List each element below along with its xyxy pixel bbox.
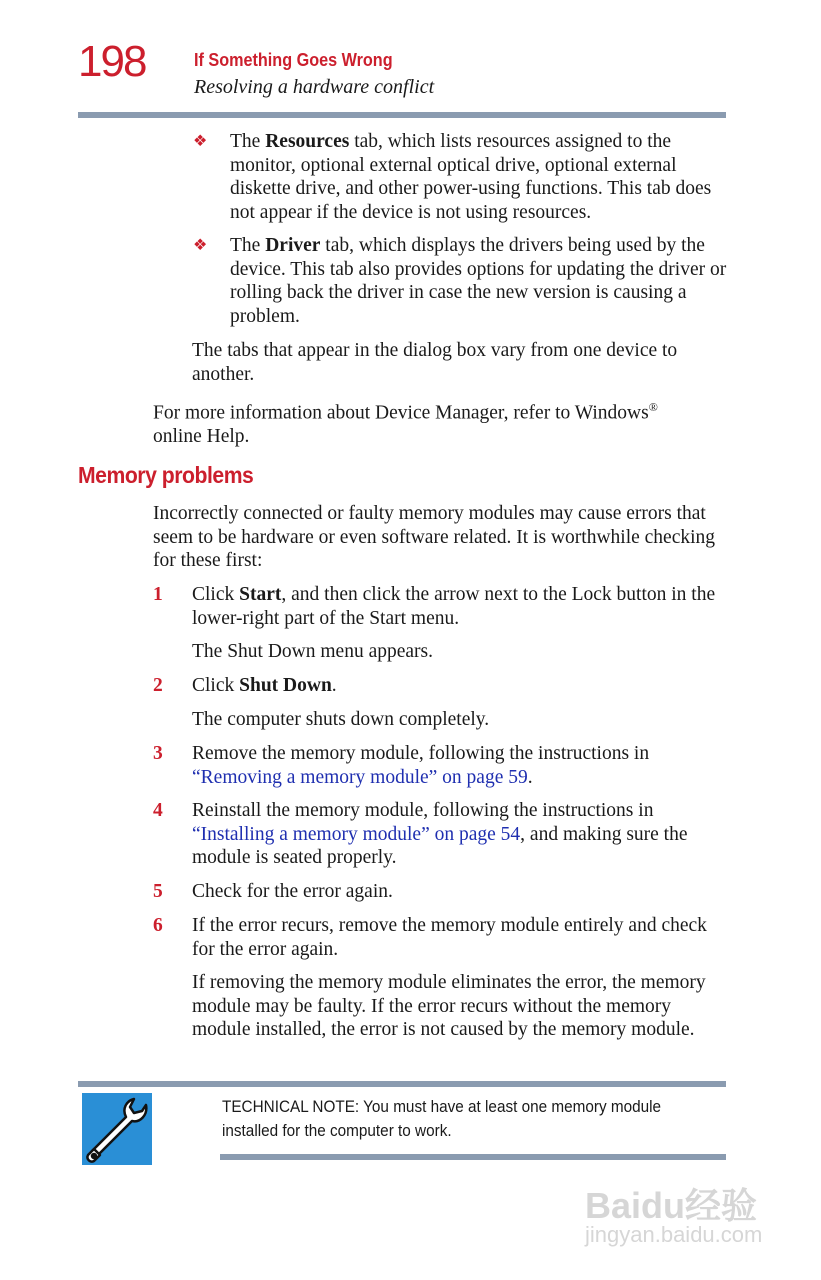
- registered-mark: ®: [648, 400, 658, 414]
- more-info-paragraph: [153, 396, 733, 449]
- step-3: [192, 742, 732, 789]
- memory-intro: Incorrectly connected or faulty memory modules may cause errors that seem to be hardware or even software related. It is worthwhile checking for these first:: [153, 503, 716, 571]
- bullet-driver: [230, 234, 730, 328]
- shut-down-label: Shut Down: [239, 675, 332, 696]
- bullet-bold: Resources: [265, 131, 350, 152]
- watermark-logo: Baidu经验: [585, 1185, 758, 1226]
- wrench-icon: [82, 1093, 152, 1165]
- section-title: Resolving a hardware conflict: [194, 76, 435, 98]
- step-number: 5: [153, 881, 163, 902]
- chapter-title: If Something Goes Wrong: [194, 50, 393, 70]
- bullet-bold: Driver: [265, 235, 321, 256]
- bullet-text-pre: The: [230, 131, 266, 152]
- more-info-text: For more information about Device Manager, refer to Windows: [153, 402, 649, 424]
- step-6: If the error recurs, remove the memory module entirely and check for the error again.: [192, 915, 707, 960]
- step-text-post: .: [331, 675, 337, 696]
- step-text-pre: Remove the memory module, following the instructions in: [192, 743, 650, 764]
- step-6-result: If removing the memory module eliminates the error, the memory module may be faulty. If the error recurs without the memory module installed, the error is not caused by the memory module.: [192, 972, 706, 1040]
- more-info-tail: online Help.: [153, 426, 250, 447]
- step-5: Check for the error again.: [192, 881, 393, 902]
- installing-memory-module-link[interactable]: “Installing a memory module” on page 54: [192, 823, 521, 845]
- step-text-post: , and making sure the module is seated properly.: [192, 823, 688, 868]
- bullet-text-post: tab, which displays the drivers being used by the device. This tab also provides options for updating the driver or rolling back the driver in case the new version is causing a problem.: [230, 235, 727, 327]
- note-top-rule: [78, 1081, 726, 1087]
- bullet-text-pre: The: [230, 235, 266, 256]
- step-number: 6: [153, 915, 163, 936]
- step-text-pre: Click: [192, 675, 240, 696]
- step-text-post: , and then click the arrow next to the Lock button in the lower-right part of the Start menu.: [192, 584, 716, 629]
- bullet-text-post: tab, which lists resources assigned to the monitor, optional external optical drive, optional external diskette drive, and other power-using functions. This tab does not appear if the device is not using resources.: [230, 131, 712, 223]
- step-4: [192, 799, 732, 870]
- step-text-pre: Reinstall the memory module, following the instructions in: [192, 800, 654, 821]
- step-number: 4: [153, 800, 163, 821]
- step-text-post: .: [527, 766, 533, 788]
- step-1: [192, 583, 732, 630]
- step-text-pre: Click: [192, 584, 240, 605]
- tabs-paragraph: The tabs that appear in the dialog box vary from one device to another.: [192, 340, 678, 385]
- step-number: 2: [153, 675, 163, 696]
- step-1-result: The Shut Down menu appears.: [192, 641, 433, 662]
- bullet-mark: ❖: [193, 133, 208, 150]
- bullet-mark: ❖: [193, 237, 208, 254]
- wrench-icon-graphic: [82, 1093, 152, 1165]
- step-2-result: The computer shuts down completely.: [192, 709, 490, 730]
- bullet-resources: [230, 130, 730, 224]
- memory-problems-heading: Memory problems: [78, 462, 254, 488]
- step-2: [192, 674, 732, 698]
- technical-note-text: TECHNICAL NOTE: You must have at least one memory module installed for the computer to work.: [222, 1097, 662, 1140]
- start-label: Start: [239, 584, 282, 605]
- header-rule: [78, 112, 726, 118]
- note-bottom-rule: [220, 1154, 726, 1160]
- step-number: 1: [153, 584, 163, 605]
- step-number: 3: [153, 743, 163, 764]
- watermark-url: jingyan.baidu.com: [585, 1222, 763, 1247]
- page-number: 198: [78, 37, 146, 86]
- removing-memory-module-link[interactable]: “Removing a memory module” on page 59: [192, 766, 528, 788]
